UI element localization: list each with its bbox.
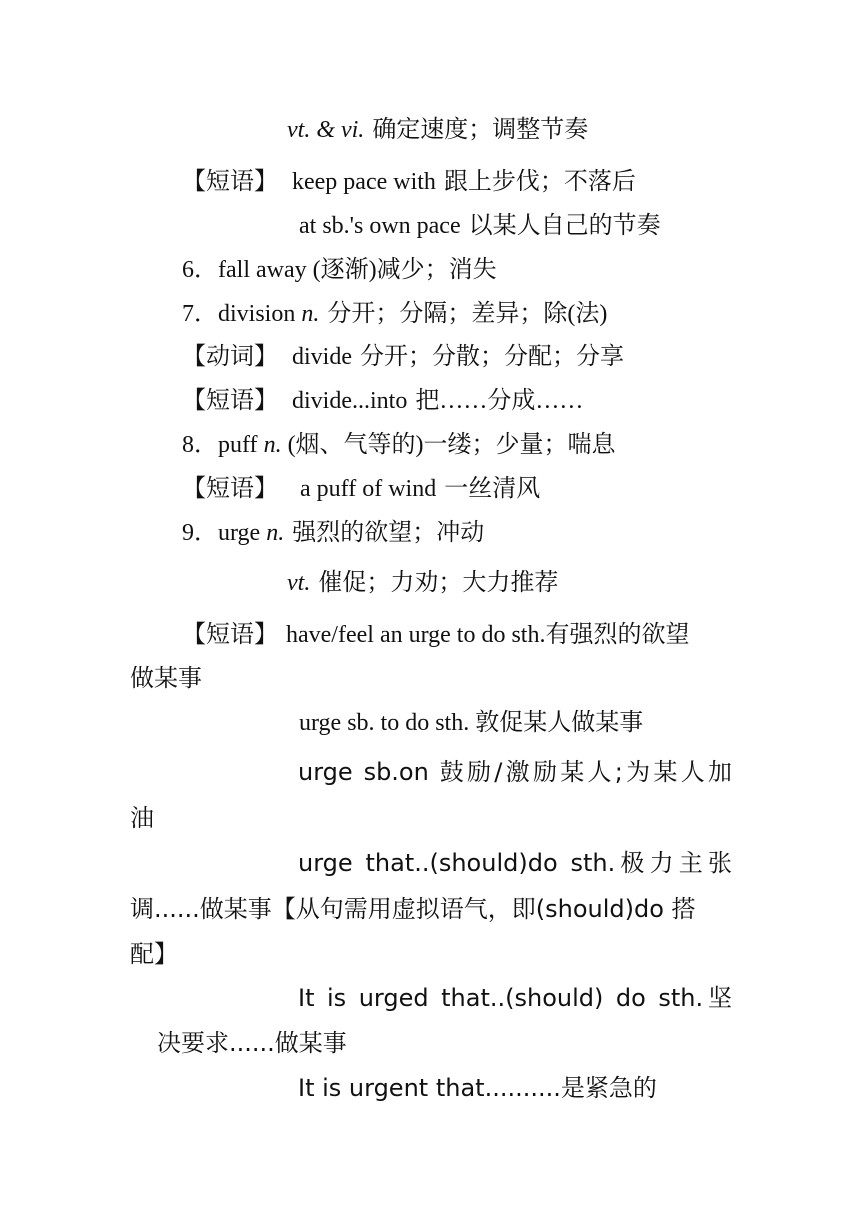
definition: 催促；力劝；大力推荐 — [318, 570, 559, 596]
phrase-line-continuation: 调......做某事【从句需用虚拟语气，即(should)do 搭 — [130, 895, 696, 923]
phrase-line-it-is-urgent: It is urgent that..........是紧急的 — [298, 1074, 657, 1102]
entry-definition: 分开；分隔；差异；除(法) — [327, 301, 608, 327]
phrase-line-continuation: 做某事 — [130, 666, 202, 692]
phrase-line-urge-sb-on: urge sb.on 鼓励/激励某人;为某人加 — [298, 758, 732, 786]
phrase-tag: 【短语】 — [182, 622, 278, 648]
phrase-chinese: 以某人自己的节奏 — [468, 213, 661, 239]
entry-definition: (逐渐)减少；消失 — [312, 257, 497, 283]
phrase-line-own-pace — [299, 211, 661, 241]
phrase-line-it-is-urged: It is urged that..(should) do sth.坚 — [298, 984, 732, 1012]
entry-number: 8． — [182, 432, 218, 458]
phrase-english: divide...into — [292, 388, 408, 414]
pos-label: n. — [266, 520, 285, 546]
phrase-line-have-urge — [182, 620, 689, 650]
phrase-line-keep-pace — [182, 167, 636, 197]
entry-number: 9． — [182, 520, 218, 546]
entry-definition: 强烈的欲望；冲动 — [292, 520, 485, 546]
phrase-line-continuation: 油 — [130, 804, 154, 832]
phrase-tag: 【短语】 — [182, 476, 278, 502]
entry-word: fall away — [218, 257, 307, 283]
phrase-chinese: 跟上步伐；不落后 — [443, 169, 636, 195]
pace-verb-line — [287, 115, 588, 145]
entry-7-division — [182, 299, 607, 329]
entry-8-puff — [182, 430, 616, 460]
phrase-line-urge-sb-to-do: urge sb. to do sth. 敦促某人做某事 — [299, 710, 644, 736]
entry-number: 7． — [182, 301, 218, 327]
entry-number: 6． — [182, 257, 218, 283]
phrase-chinese: 一丝清风 — [444, 476, 541, 502]
pos-label: vt. & vi. — [287, 117, 365, 143]
verb-chinese: 分开；分散；分配；分享 — [360, 344, 624, 370]
phrase-line-continuation: 配】 — [130, 940, 178, 968]
entry-definition: (烟、气等的)一缕；少量；喘息 — [287, 432, 616, 458]
phrase-tag: 【短语】 — [182, 388, 278, 414]
phrase-text: have/feel an urge to do sth.有强烈的欲望 — [286, 622, 690, 648]
pos-label: vt. — [287, 570, 311, 596]
entry-word: division — [218, 301, 296, 327]
entry-word: urge — [218, 520, 261, 546]
phrase-tag: 【短语】 — [182, 169, 278, 195]
pos-label: n. — [301, 301, 320, 327]
phrase-line-divide-into — [182, 386, 583, 416]
phrase-english: at sb.'s own pace — [299, 213, 461, 239]
phrase-line-urge-that: urge that..(should)do sth.极力主张 — [298, 849, 732, 877]
phrase-line-continuation: 决要求......做某事 — [157, 1029, 347, 1057]
urge-verb-line — [287, 568, 558, 598]
verb-english: divide — [292, 344, 352, 370]
phrase-english: a puff of wind — [300, 476, 437, 502]
definition: 确定速度；调整节奏 — [372, 117, 589, 143]
phrase-chinese: 把……分成…… — [415, 388, 584, 414]
phrase-line-puff-of-wind — [182, 474, 540, 504]
entry-word: puff — [218, 432, 258, 458]
verb-tag: 【动词】 — [182, 344, 278, 370]
entry-6-fall-away — [182, 255, 497, 285]
pos-label: n. — [263, 432, 282, 458]
phrase-english: keep pace with — [292, 169, 436, 195]
entry-9-urge — [182, 518, 484, 548]
verb-line-divide — [182, 342, 624, 372]
